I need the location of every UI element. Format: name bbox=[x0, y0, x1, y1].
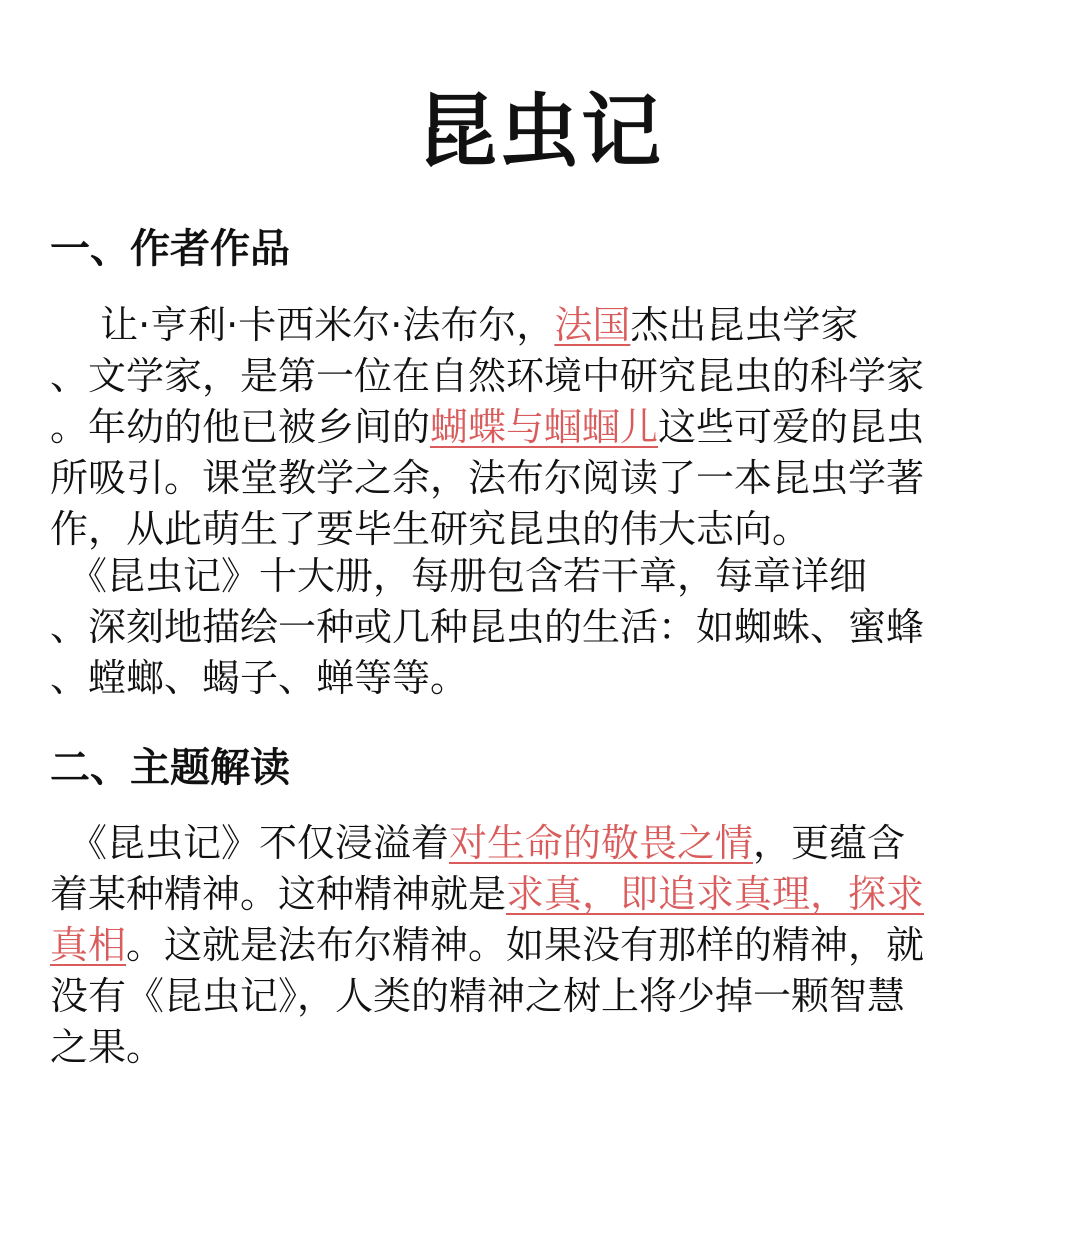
text-run: 、螳螂、蝎子、蝉等等。 bbox=[50, 656, 469, 700]
text-run: 让·亨利·卡西米尔·法布尔， bbox=[50, 303, 555, 347]
text-run: 之果。 bbox=[50, 1025, 165, 1069]
paragraph-book-intro bbox=[50, 551, 1018, 704]
highlighted-phrase: 求真，即追求真理，探求 bbox=[506, 872, 925, 916]
text-run: ，更蕴含 bbox=[753, 821, 906, 865]
text-run: 着某种精神。这种精神就是 bbox=[50, 872, 507, 916]
text-line bbox=[50, 920, 1018, 971]
paragraph-author-intro bbox=[50, 300, 1018, 555]
section-heading-author: 一、作者作品 bbox=[50, 226, 290, 272]
text-run: 。这就是法布尔精神。如果没有那样的精神，就 bbox=[126, 923, 925, 967]
text-line bbox=[50, 602, 1018, 653]
text-line bbox=[50, 351, 1018, 402]
page-title: 昆虫记 bbox=[417, 85, 663, 178]
text-run: 所吸引。课堂教学之余，法布尔阅读了一本昆虫学著 bbox=[50, 456, 925, 500]
text-line bbox=[50, 551, 1018, 602]
text-line bbox=[50, 653, 1018, 704]
text-line bbox=[50, 504, 1018, 555]
text-line bbox=[50, 971, 1018, 1022]
text-run: 。年幼的他已被乡间的 bbox=[50, 405, 431, 449]
text-line bbox=[50, 402, 1018, 453]
text-line bbox=[50, 869, 1018, 920]
text-line bbox=[50, 300, 1018, 351]
highlighted-phrase: 法国 bbox=[554, 303, 631, 347]
paragraph-theme bbox=[50, 818, 1018, 1073]
text-run: 这些可爱的昆虫 bbox=[658, 405, 925, 449]
text-run: 、深刻地描绘一种或几种昆虫的生活：如蜘蛛、蜜蜂 bbox=[50, 605, 925, 649]
highlighted-phrase: 对生命的敬畏之情 bbox=[449, 821, 754, 865]
text-run: 《昆虫记》十大册，每册包含若干章，每章详细 bbox=[50, 554, 868, 598]
text-run: 作，从此萌生了要毕生研究昆虫的伟大志向。 bbox=[50, 507, 811, 551]
text-run: 杰出昆虫学家 bbox=[630, 303, 859, 347]
text-run: 《昆虫记》不仅浸溢着 bbox=[50, 821, 450, 865]
text-line bbox=[50, 1022, 1018, 1073]
highlighted-phrase: 蝴蝶与蝈蝈儿 bbox=[430, 405, 659, 449]
section-heading-theme: 二、主题解读 bbox=[50, 745, 290, 791]
highlighted-phrase: 真相 bbox=[50, 923, 127, 967]
text-run: 没有《昆虫记》，人类的精神之树上将少掉一颗智慧 bbox=[50, 974, 906, 1018]
text-run: 、文学家，是第一位在自然环境中研究昆虫的科学家 bbox=[50, 354, 925, 398]
text-line bbox=[50, 818, 1018, 869]
text-line bbox=[50, 453, 1018, 504]
